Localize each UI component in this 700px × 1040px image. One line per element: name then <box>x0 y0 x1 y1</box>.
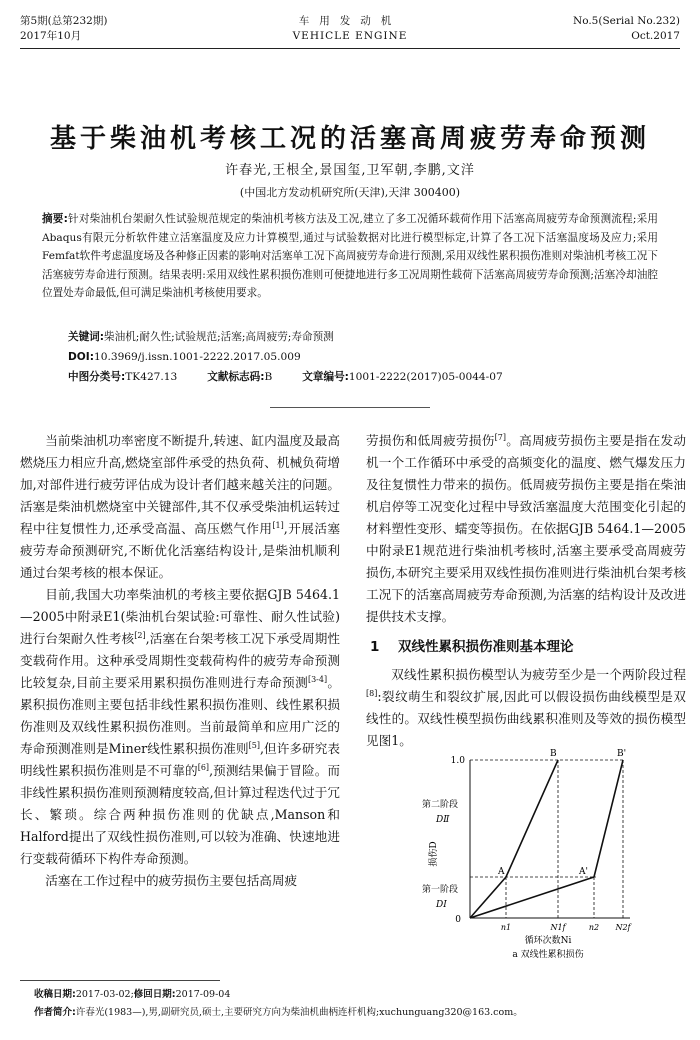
damage-curve-1 <box>470 760 558 918</box>
x-tick-n2: n2 <box>588 923 600 932</box>
damage-curve-2 <box>470 760 623 918</box>
date-en: Oct.2017 <box>631 30 680 42</box>
paragraph-text: 。高周疲劳损伤主要是指在发动机一个工作循环中承受的高频变化的温度、燃气爆发压力及往复惯性力带来的损伤。低周疲劳损伤主要是指在柴油机启停等工况变化过程中导致活塞温度大范围变化引起的材料塑性变形、蠕变等损伤。在依据GJB 5464.1—2005中附录E1规范进行柴油机考核时,活塞主要承受高周疲劳损伤,本研究主要采用双线性损伤准则进行柴油机台架考核工况下的活塞高周疲劳寿命预测,为活塞的结构设计及改进提供技术支撑。 <box>366 433 687 624</box>
revised-label: 修回日期: <box>133 989 176 1000</box>
paragraph <box>20 430 340 584</box>
received-label: 收稿日期: <box>34 989 76 1000</box>
y-top-tick: 1.0 <box>450 756 465 766</box>
paragraph-text: 劳损伤和低周疲劳损伤 <box>366 433 495 448</box>
author-bio-label: 作者简介: <box>34 1007 76 1018</box>
x-tick-n1: n1 <box>500 923 512 932</box>
doc-code-value: B <box>264 371 273 383</box>
clc-label: 中图分类号: <box>68 371 126 383</box>
journal-name-en: VEHICLE ENGINE <box>292 30 408 42</box>
article-no-label: 文章编号: <box>302 371 349 383</box>
stage2-symbol: DⅡ <box>436 815 450 825</box>
point-a-label: A <box>498 867 505 877</box>
citation[interactable]: [5] <box>248 740 260 750</box>
y-axis-label: 损伤D <box>429 841 439 867</box>
paragraph-text: ,开展活塞疲劳寿命预测研究,不断优化活塞结构设计,是柴油机顺利通过台架考核的根本保证。 <box>20 521 340 580</box>
affiliation: (中国北方发动机研究所(天津),天津 300400) <box>239 186 461 199</box>
paragraph-text: ,预测结果偏于冒险。而非线性累积损伤准则预测精度较高,但计算过程迭代过于冗长、繁琐。综合两种损伤准则的优缺点,Manson和Halford提出了双线性损伤准则,可以较为准确、快速地进行变载荷循环下构件寿命预测。 <box>20 763 340 866</box>
paragraph-text: 双线性累积损伤模型认为疲劳至少是一个两阶段过程 <box>391 667 686 682</box>
x-tick-n2f: N2f <box>615 923 631 932</box>
x-tick-n1f: N1f <box>550 923 566 932</box>
keywords-text: 柴油机;耐久性;试验规范;活塞;高周疲劳;寿命预测 <box>104 331 334 343</box>
paragraph-text: ,活塞在台架考核工况下承受周期性变载荷作用。这种承受周期性变载荷构件的疲劳寿命预测比较复杂,目前主要采用累积损伤准则进行寿命预测 <box>20 631 340 690</box>
paragraph <box>366 430 686 628</box>
header-rule <box>20 48 680 49</box>
revised-date: 2017-09-04 <box>175 989 231 1000</box>
abstract-text: 针对柴油机台架耐久性试验规范规定的柴油机考核方法及工况,建立了多工况循环载荷作用下活塞高周疲劳寿命预测流程;采用Abaqus有限元分析软件建立活塞温度及应力计算模型,通过与试验数据对比进行模型标定,计算了各工况下活塞温度场及应力;采用Femfat软件考虑温度场及各种修正因素的影响对活塞单工况下高周疲劳寿命进行预测,采用双线性累积损伤准则对柴油机考核工况下活塞疲劳寿命进行预测。结果表明:采用双线性累积损伤准则可便捷地进行多工况周期性载荷下活塞高周疲劳寿命预测;活塞冷却油腔位置处寿命最低,但可满足柴油机考核使用要求。 <box>42 213 658 300</box>
paragraph-text: 。累积损伤准则主要包括非线性累积损伤准则、线性累积损伤准则及双线性累积损伤准则。当前最简单和应用广泛的寿命预测准则是Miner线性累积损伤准则 <box>20 675 340 756</box>
citation[interactable]: [7] <box>494 432 506 442</box>
date-cn: 2017年10月 <box>20 30 82 42</box>
citation[interactable]: [1] <box>272 520 284 530</box>
issue-cn: 第5期(总第232期) <box>20 15 108 27</box>
paragraph <box>20 584 340 870</box>
section-title: 双线性累积损伤准则基本理论 <box>398 639 574 655</box>
point-b-label: B <box>550 749 557 759</box>
citation[interactable]: [3-4] <box>307 674 328 684</box>
section-number: 1 <box>370 639 380 655</box>
abstract-label: 摘要: <box>42 213 68 225</box>
paragraph-text: 目前,我国大功率柴油机的考核主要依据GJB 5464.1—2005中附录E1(柴油机台架试验:可靠性、耐久性试验)进行台架耐久性考核 <box>20 587 340 646</box>
keywords-label: 关键词: <box>68 331 105 343</box>
citation[interactable]: [8] <box>366 688 378 698</box>
running-header <box>20 14 680 48</box>
body-right-column <box>366 430 686 752</box>
point-b-prime-label: B' <box>617 749 627 759</box>
footnote-dates <box>34 988 230 1002</box>
received-date: 2017-03-02; <box>75 989 134 1000</box>
paper-title: 基于柴油机考核工况的活塞高周疲劳寿命预测 <box>49 124 650 154</box>
paragraph-text: ,但许多研究表明线性累积损伤准则是不可靠的 <box>20 741 340 778</box>
figure-caption: a 双线性累积损伤 <box>512 950 584 960</box>
doi-label: DOI: <box>68 351 94 363</box>
abstract-separator <box>270 407 430 408</box>
section-heading <box>370 636 686 658</box>
x-axis-label: 循环次数Ni <box>524 936 572 946</box>
stage2-label: 第二阶段 <box>422 800 459 810</box>
header-right <box>573 14 680 44</box>
doc-code-label: 文献标志码: <box>207 371 265 383</box>
keywords <box>68 328 334 346</box>
citation[interactable]: [6] <box>197 762 210 772</box>
footnote-author <box>34 1006 523 1020</box>
abstract <box>42 210 658 303</box>
citation[interactable]: [2] <box>134 630 146 640</box>
paragraph <box>366 664 686 752</box>
origin-label: 0 <box>455 915 461 925</box>
clc-value: TK427.13 <box>125 371 178 383</box>
classification-line <box>68 368 503 386</box>
article-no-value: 1001-2222(2017)05-0044-07 <box>348 371 503 383</box>
figure-1a-damage-curve <box>418 742 650 962</box>
doi <box>68 348 301 366</box>
paragraph-text: :裂纹萌生和裂纹扩展,因此可以假设损伤曲线模型是双线性的。双线性模型损伤曲线累积准则及等效的损伤模型见图1。 <box>366 689 686 748</box>
journal-name-cn: 车用发动机 <box>298 15 402 27</box>
body-left-column <box>20 430 340 892</box>
author-bio: 许春光(1983—),男,副研究员,硕士,主要研究方向为柴油机曲柄连杆机构;xuchunguang320@163.com。 <box>75 1007 523 1018</box>
issue-en: No.5(Serial No.232) <box>573 15 680 27</box>
paragraph-text: 当前柴油机功率密度不断提升,转速、缸内温度及最高燃烧压力相应升高,燃烧室部件承受的热负荷、机械负荷增加,对部件进行疲劳评估成为设计者们越来越关注的问题。活塞是柴油机燃烧室中关键部件,其不仅承受柴油机运转过程中往复惯性力,还承受高温、高压燃气作用 <box>20 433 340 536</box>
author-list: 许春光,王根全,景国玺,卫军朝,李鹏,文洋 <box>225 163 475 178</box>
paragraph: 活塞在工作过程中的疲劳损伤主要包括高周疲 <box>45 873 298 888</box>
doi-text[interactable]: 10.3969/j.issn.1001-2222.2017.05.009 <box>93 351 301 363</box>
point-a-prime-label: A' <box>579 867 588 877</box>
stage1-label: 第一阶段 <box>422 885 459 895</box>
stage1-symbol: DⅠ <box>436 900 447 910</box>
footnote-rule <box>20 980 220 981</box>
